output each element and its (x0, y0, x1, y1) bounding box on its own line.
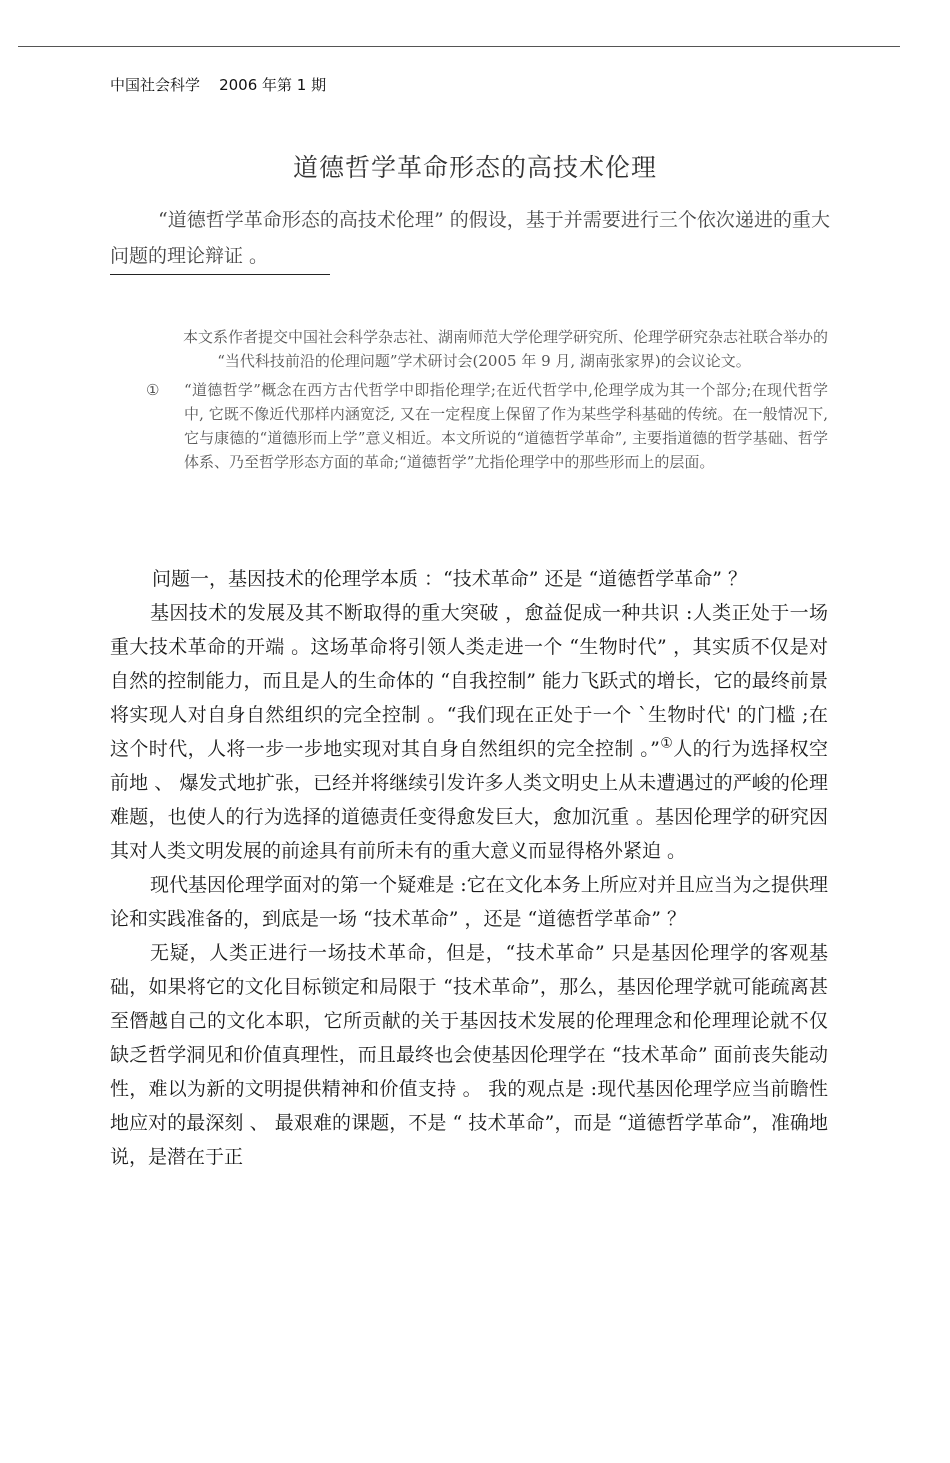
top-rule (18, 46, 900, 47)
running-header (110, 74, 326, 95)
footnote-block (140, 326, 828, 474)
article-title: 道德哲学革命形态的高技术伦理 (292, 153, 657, 182)
paragraph-2: 现代基因伦理学面对的第一个疑难是 :它在文化本务上所应对并且应当为之提供理论和实践准备的，到底是一场 “技术革命” ，还是 “道德哲学革命” ？ (110, 874, 828, 930)
footnote-1-mark: ① (146, 381, 160, 399)
author-note-line-2: “当代科技前沿的伦理问题”学术研讨会(2005 年 9 月, 湖南张家界)的会议论文。 (217, 352, 751, 370)
footnote-1-text: “道德哲学”概念在西方古代哲学中即指伦理学;在近代哲学中,伦理学成为其一个部分;在现代哲学中, 它既不像近代那样内涵宽泛, 又在一定程度上保留了作为某些学科基础的传统。在一般情况下, 它与康德的“道德形而上学”意义相近。本文所说的“道德哲学革命”, 主要指道德的哲学基础、哲学体系、乃至哲学形态方面的革命;“道德哲学”尤指伦理学中的那些形而上的层面。 (184, 381, 828, 471)
paragraph-3: 无疑，人类正进行一场技术革命，但是，“技术革命” 只是基因伦理学的客观基础，如果将它的文化目标锁定和局限于 “技术革命”，那么，基因伦理学就可能疏离甚至僭越自己的文化本职，它所贡献的关于基因技术发展的伦理理念和伦理理论就不仅缺乏哲学洞见和价值真理性，而且最终也会使基因伦理学在 “技术革命” 面前丧失能动性，难以为新的文明提供精神和价值支持 。 我的观点是 :现代基因伦理学应当前瞻性地应对的最深刻 、 最艰难的课题，不是 “ 技术革命”，而是 “道德哲学革命”，准确地说，是潜在于正 (110, 942, 828, 1168)
abstract: “道德哲学革命形态的高技术伦理” 的假设，基于并需要进行三个依次递进的重大问题的理论辩证 。 (110, 209, 830, 267)
section-heading: 问题一，基因技术的伦理学本质 ：“技术革命” 还是 “道德哲学革命” ？ (152, 568, 748, 590)
footnote-ref-1[interactable]: ① (659, 735, 674, 752)
author-note-line-1: 本文系作者提交中国社会科学杂志社、湖南师范大学伦理学研究所、伦理学研究杂志社联合举办的 (182, 328, 828, 346)
footnote-1 (140, 378, 828, 474)
body-text (110, 562, 828, 1174)
paragraph-1-text-a: 基因技术的发展及其不断取得的重大突破 ，愈益促成一种共识 :人类正处于一场重大技术革命的开端 。这场革命将引领人类走进一个 “生物时代” ，其实质不仅是对自然的控制能力，而且是人的生命体的 “自我控制” 能力飞跃式的增长，它的最终前景将实现人对自身自然组织的完全控制 。“我们现在正处于一个 `生物时代' 的门槛 ;在这个时代，人将一步一步地实现对其自身自然组织的完全控制 。” (110, 602, 828, 760)
issue-number: 2006 年第 1 期 (219, 76, 327, 94)
abstract-rule (110, 274, 330, 275)
paragraph-1-text-b: 人的行为选择权空前地 、 爆发式地扩张，已经并将继续引发许多人类文明史上从未遭遇过的严峻的伦理难题，也使人的行为选择的道德责任变得愈发巨大，愈加沉重 。基因伦理学的研究因其对人类文明发展的前途具有前所未有的重大意义而显得格外紧迫 。 (110, 738, 828, 862)
journal-name: 中国社会科学 (110, 76, 201, 94)
paragraph-1 (110, 596, 828, 868)
